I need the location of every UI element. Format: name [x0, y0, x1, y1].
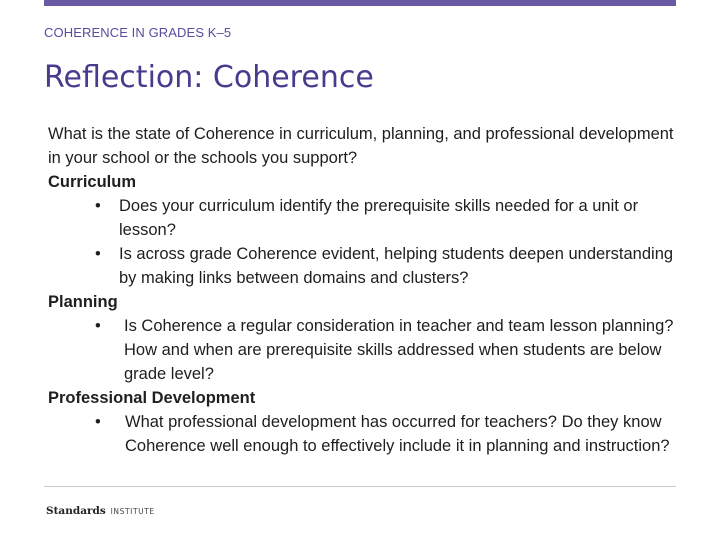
section-kicker: COHERENCE IN GRADES K–5 — [44, 25, 232, 40]
slide-title: Reflection: Coherence — [44, 60, 374, 95]
section-heading-planning: Planning — [48, 293, 118, 311]
bullet-text: Is Coherence a regular consideration in teacher and team lesson planning? How and when are prerequisite skills addressed when students are below grade level? — [124, 317, 674, 383]
footer-divider — [44, 486, 676, 487]
bullet-item — [95, 242, 674, 290]
slide-body — [48, 122, 688, 458]
bullet-icon: • — [95, 317, 101, 335]
intro-text: What is the state of Coherence in curriculum, planning, and professional development in your school or the schools you support? — [48, 125, 674, 167]
bullet-item — [95, 194, 674, 242]
bullet-icon: • — [95, 245, 101, 263]
section-heading-professional-development: Professional Development — [48, 389, 256, 407]
section-heading-curriculum: Curriculum — [48, 173, 137, 191]
bullet-text: Does your curriculum identify the prerequisite skills needed for a unit or lesson? — [119, 197, 639, 239]
bullet-item — [95, 410, 670, 458]
bullet-text: What professional development has occurred for teachers? Do they know Coherence well enough to effectively include it in planning and instruction? — [125, 413, 670, 455]
bullet-icon: • — [95, 413, 101, 431]
top-accent-bar — [44, 0, 676, 6]
bullet-text: Is across grade Coherence evident, helping students deepen understanding by making links between domains and clusters? — [119, 245, 674, 287]
bullet-icon: • — [95, 197, 101, 215]
bullet-item — [95, 314, 674, 386]
logo-word-standards: Standards — [46, 505, 106, 517]
standards-institute-logo — [46, 505, 155, 517]
logo-word-institute: INSTITUTE — [110, 507, 155, 516]
